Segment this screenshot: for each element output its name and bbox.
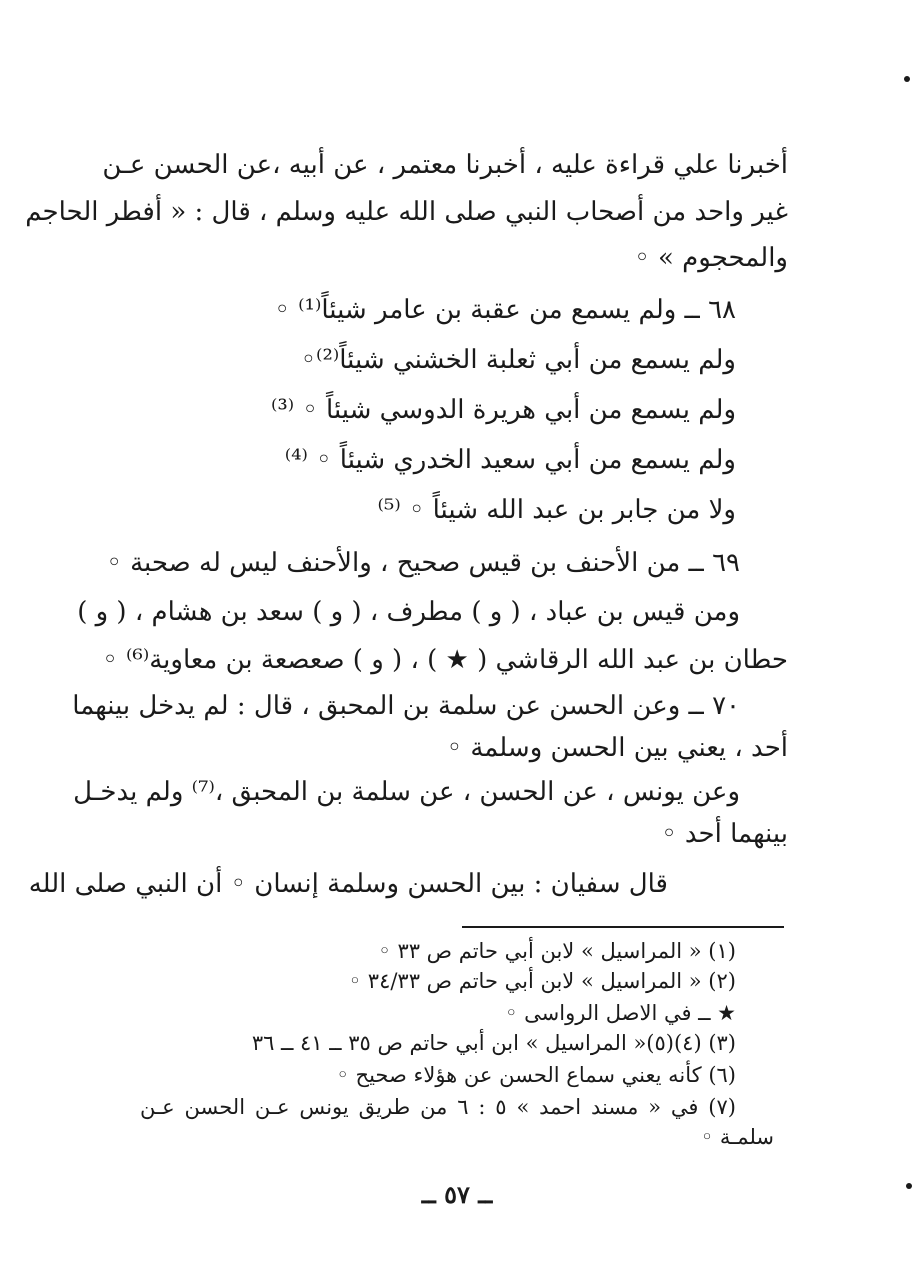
body-line-4: ٦٨ ــ ولم يسمع من عقبة بن عامر شيئاً⁽¹⁾ ◦ — [274, 295, 736, 325]
footnote-3-4-5: (٣) (٤)(٥)« المراسيل » ابن أبي حاتم ص ٣٥ ــ ٤١ ــ ٣٦ — [251, 1031, 736, 1055]
body-line-6: ولم يسمع من أبي هريرة الدوسي شيئاً ◦ ⁽³⁾ — [270, 395, 736, 425]
body-line-13: أحد ، يعني بين الحسن وسلمة ◦ — [446, 733, 788, 763]
footnote-7-continued: سلمـة ◦ — [700, 1125, 774, 1149]
body-line-8: ولا من جابر بن عبد الله شيئاً ◦ ⁽⁵⁾ — [377, 495, 736, 525]
body-line-11: حطان بن عبد الله الرقاشي ( ★ ) ، ( و ) صعصعة بن معاوية⁽⁶⁾ ◦ — [102, 645, 788, 675]
footnote-7: (٧) في « مسند احمد » ٥ : ٦ من طريق يونس عـن الحسن عـن — [140, 1095, 736, 1119]
footnote-rule — [462, 926, 784, 928]
body-line-15: بينهما أحد ◦ — [661, 819, 788, 849]
edge-mark-top — [904, 76, 910, 82]
body-line-2: غير واحد من أصحاب النبي صلى الله عليه وسلم ، قال : « أفطر الحاجم — [25, 197, 788, 227]
body-line-7: ولم يسمع من أبي سعيد الخدري شيئاً ◦ ⁽⁴⁾ — [284, 445, 736, 475]
footnote-star: ★ ــ في الاصل الرواسى ◦ — [505, 1001, 736, 1025]
body-line-3: والمحجوم » ◦ — [634, 243, 788, 273]
body-line-1: أخبرنا علي قراءة عليه ، أخبرنا معتمر ، عن أبيه ،عن الحسن عـن — [102, 150, 788, 180]
body-line-12: ٧٠ ــ وعن الحسن عن سلمة بن المحبق ، قال : لم يدخل بينهما — [72, 691, 740, 721]
footnote-1: (١) « المراسيل » لابن أبي حاتم ص ٣٣ ◦ — [378, 939, 736, 963]
edge-mark-bottom — [906, 1183, 912, 1189]
body-line-10: ومن قيس بن عباد ، ( و ) مطرف ، ( و ) سعد بن هشام ، ( و ) — [77, 597, 740, 627]
footnote-6: (٦) كأنه يعني سماع الحسن عن هؤلاء صحيح ◦ — [336, 1063, 736, 1087]
body-line-5: ولم يسمع من أبي ثعلبة الخشني شيئاً⁽²⁾◦ — [300, 345, 736, 375]
footnote-2: (٢) « المراسيل » لابن أبي حاتم ص ٣٤/٣٣ ◦ — [348, 969, 736, 993]
body-line-16: قال سفيان : بين الحسن وسلمة إنسان ◦ أن النبي صلى الله — [28, 869, 668, 899]
body-line-14: وعن يونس ، عن الحسن ، عن سلمة بن المحبق ،⁽⁷⁾ ولم يدخـل — [73, 777, 740, 807]
page-number: ــ ٥٧ ــ — [421, 1180, 493, 1209]
body-line-9: ٦٩ ــ من الأحنف بن قيس صحيح ، والأحنف ليس له صحبة ◦ — [106, 548, 740, 578]
